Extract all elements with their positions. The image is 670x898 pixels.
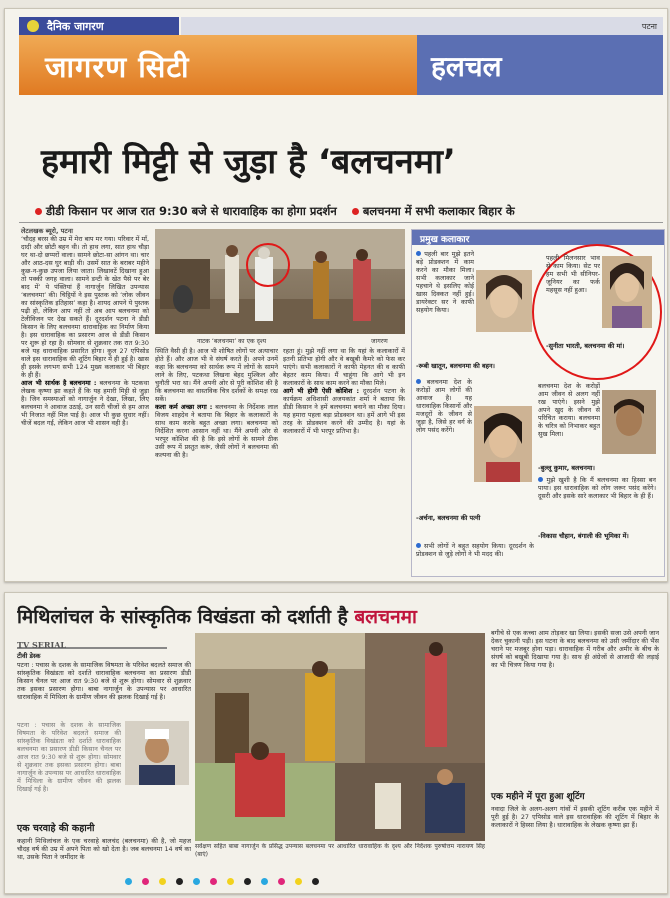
yellow-mark (295, 878, 302, 885)
intro-2: पटना : पचास के दशक के सामाजिक विषमता के परिवेश बदलते समाज की सांस्कृतिक विखंडता को दर्शाते धारावाहिक बलचनमा का प्रसारण डीडी किसान चैनल पर आज रात 9:30 बजे से शुरू होगा। सोमवार से शुक्रवार तक इसका प्रसारण होगा। बाबा नागार्जुन के उपन्यास पर आधारित धारावाहिक में मिथिला के ग्रामीण जीवन की झलक दिखाई गई है। (17, 661, 191, 701)
magenta-mark (210, 878, 217, 885)
article-column-3 (283, 347, 405, 575)
serial-photo-collage (195, 633, 485, 841)
sidebar-header (412, 230, 664, 245)
scene-photo-illustration (155, 229, 405, 334)
masthead-paper-tab (19, 17, 179, 35)
black-mark (312, 878, 319, 885)
cyan-mark (125, 878, 132, 885)
portrait (476, 270, 532, 332)
masthead-city-band (19, 35, 417, 95)
sidebar-item-3-text: बलचनमा देश के करोड़ों आम लोगों की आवाज है। यह धारावाहिक किसानों और मजदूरों के जीवन से जुड़ा है, जिसे हर वर्ग के लोग पसंद करेंगे। (416, 378, 472, 434)
city-title: जागरण सिटी (45, 50, 190, 84)
sidebar-item-1 (416, 250, 474, 360)
col1-intro: ‘चौदह बरस की उम्र में मेरा बाप मर गया। परिवार में माँ, दादी और छोटी बहन थी। तो हाथ लगा, सात हाथ चौड़ा घर था-दो छप्परों वाला। सामने छोटा-सा आंगन था। चार और आठ-दस घुर बाड़ी थी। उसमें सात के बराबर महीने कुछ-न-कुछ उपजा लिया जाता। लिखावटें दिखाना हुआ तो पक्की जगह वाला। सामने डन्टी के खेत पैसे पर बेर बाद में’ ये पंक्तियां हैं नागार्जुन लिखित उपन्यास ‘बलचनमा’ की। चिट्ठियों ने इस पुस्तक को ‘लोक जीवन का सांस्कृतिक इतिहास’ कहा है। शायद आपने ये पुस्तक पढ़ी हो, लेकिन आप नहीं तो अब आप बलचनमा को टेलीविजन पर देख सकते हैं। दूरदर्शन पटना ने डीडी किसान के लिए बलचनमा धारावाहिक का निर्माण किया है। इस धारावाहिक का प्रसारण आज से डीडी किसान पर शुरू हो रहा है। सोमवार से शुक्रवार तक रात 9:30 बजे यह धारावाहिक प्रसारित होगा। कुल 27 एपिसोड वाले इस धारावाहिक की शूटिंग बिहार में ही हुई है। खास ही इसके लगभग सभी 124 मुख्य कलाकार भी बिहार के ही हैं। (21, 235, 149, 379)
sidebar-item-5 (538, 476, 656, 528)
intro-2-fill (17, 721, 121, 813)
sidebar-item-1-sig: -रूबी खातून, बलचनमा की बहन। (416, 362, 495, 370)
subhead-2: एक चरवाहे की कहानी (17, 823, 95, 834)
right-subhead-2: एक महीने में पूरा हुआ शूटिंग (491, 792, 585, 802)
sidebar-item-2-sig: -सुनीता भारती, बलचनमा की मां। (546, 342, 625, 350)
sidebar-item-5-sig: -विकास चौहान, बंगाली की भूमिका में। (538, 532, 629, 540)
director-photo (125, 721, 189, 785)
main-headline: हमारी मिट्टी से जुड़ा है ‘बलचनमा’ (41, 142, 456, 182)
col3-subhead: आगे भी होगी ऐसी कोशिश : (283, 387, 360, 395)
headline-2-highlight: बलचनमा (354, 606, 417, 628)
col2-body2: बलचनमा के निर्देशक लाल विजय शाहदेव ने बताया कि बिहार के कलाकारों के साथ काम करके बहुत अच्छा लगा। बलचनमा को निर्देशित करना आसान नहीं था। मैंने अपनी ओर से भरपूर कोशिश की है कि इसे लोगों के सामने ठीक उसी रूप में प्रस्तुत करूं, जैसी लोगों ने बलचनमा की कल्पना की है। (155, 403, 278, 459)
masthead-topbar (181, 17, 663, 35)
tv-serial-badge (17, 633, 167, 649)
clipping-top (4, 8, 668, 582)
actor-photo-2 (602, 256, 652, 328)
portrait (125, 721, 189, 785)
bullet-icon (416, 379, 421, 384)
section-title: हलचल (431, 50, 502, 83)
bullet-icon (416, 251, 421, 256)
byline: लेटलखक ब्यूरो, पटना (21, 227, 73, 235)
print-color-bar (125, 877, 585, 885)
col2-body1: स्थिति वैसी ही है। आज भी शोषित लोगों पर अत्याचार होते हैं। और आज भी वे संघर्ष करते हैं। अपने उनमें कहा कि बलचनमा को सार्थक रूप में लोगों के सामने लाने के लिए, पटकथा लिखना बेहद मुश्किल और चुनौती भरा था। मैंने अपनी ओर से पूरी कोशिश की है कि बलचनमा का वास्तविक चित्र दर्शकों के समक्ष रख सकें। (155, 347, 278, 403)
cyan-mark (193, 878, 200, 885)
sidebar-item-3 (416, 378, 472, 512)
sidebar-item-6 (416, 542, 534, 572)
article-column-1 (21, 235, 149, 575)
location-label: पटना (641, 22, 657, 31)
tv-serial-label: TV SERIAL (17, 640, 67, 650)
yellow-mark (227, 878, 234, 885)
cyan-mark (261, 878, 268, 885)
photo-caption-2: सर्वेक्षण सहित बाबा नागार्जुन के प्रसिद्ध उपन्यास बलचनमा पर आधारित धारावाहिक के दृश्य और निर्देशक पुरुषोत्तम नारायण सिंह (बाएं) (195, 843, 485, 858)
col2-subhead: कला कर्म अच्छा लगा : (155, 403, 213, 411)
sidebar-item-4-text: बलचनमा देश के करोड़ों आम जीवन से अलग नहीं रख पाएंगे। इसने मुझे अपने खुद के जीवन से परिचित कराया। बलचनमा के चरित्र को निभाकर बहुत सुख मिला। (538, 382, 600, 438)
photo-caption-left: नाटक ‘बलचनमा’ का एक दृश्य (197, 338, 267, 345)
serial-scenes (195, 633, 485, 841)
sidebar-box (411, 229, 665, 577)
intro-2-continued: पटना : पचास के दशक के सामाजिक विषमता के परिवेश बदलते समाज की सांस्कृतिक विखंडता को दर्शाते धारावाहिक बलचनमा का प्रसारण डीडी किसान चैनल पर आज रात 9:30 बजे से शुरू होगा। सोमवार से शुक्रवार तक इसका प्रसारण होगा। बाबा नागार्जुन के उपन्यास पर आधारित धारावाहिक में मिथिला के ग्रामीण जीवन की झलक दिखाई गई है। (17, 721, 121, 793)
byline-2: टीवी डेस्क (17, 652, 41, 660)
sidebar-item-4-sig: -बुल्लू कुमार, बलचनमा। (538, 464, 595, 472)
portrait (602, 390, 656, 454)
magenta-mark (278, 878, 285, 885)
col1-subhead: आज भी सार्थक है बलचनमा : (21, 379, 97, 387)
sidebar-item-1-text: पहली बार मुझे इतने बड़े प्रोडक्शन में काम करने का मौका मिला। सभी कलाकार जाने पहचाने थे इसलिए कोई खास दिक्कत नहीं हुई। डायरेक्टर सर ने काफी सहयोग किया। (416, 250, 474, 314)
black-mark (244, 878, 251, 885)
paper-logo-icon (27, 20, 39, 32)
scene-photo (155, 229, 405, 334)
black-mark (176, 878, 183, 885)
masthead-section-band (417, 35, 663, 95)
bullet-icon (35, 208, 42, 215)
right-col-2b: नवादा जिले के अलग-अलग गांवों में इसकी शूटिंग करीब एक महीने में पूरी हुई है। 27 एपिसोड वाले इस धारावाहिक की शूटिंग में बिहार के कलाकारों ने हिस्सा लिया है। धारावाहिक के लेखक कृष्णा झा हैं। (491, 805, 659, 829)
bullet-icon (538, 477, 543, 482)
actor-photo-4 (602, 390, 656, 454)
headline-2-prefix: मिथिलांचल के सांस्कृतिक विखंडता को दर्शाती है (17, 606, 355, 628)
sidebar-item-5-text: मुझे खुशी है कि मैं बलचनमा का हिस्सा बन पाया। इस धारावाहिक को लोग जरूर पसंद करेंगे। दूसरी और इसके सारे कलाकार भी बिहार के ही हैं। (538, 476, 656, 500)
actor-photo-1 (476, 270, 532, 332)
magenta-mark (142, 878, 149, 885)
bullet-icon (352, 208, 359, 215)
story-2: कहानी मिथिलांचल के एक चरवाहे बालचंद (बलचनमा) की है, जो महज चौदह वर्ष की उम्र में अपने पिता को खो देता है। जब बलचनमा 14 वर्ष का था, उसके पिता ने जमींदार के (17, 837, 191, 861)
bullet-icon (416, 543, 421, 548)
sidebar-title: प्रमुख कलाकार (420, 235, 470, 245)
portrait (474, 406, 532, 482)
subhead-row (35, 200, 665, 220)
sidebar-item-2-text: पहली मिलनसार भाव से काम किया। सेट पर हम सभी भी सीनियर-जूनियर का फर्क महसूस नहीं हुआ। (546, 254, 600, 294)
subhead-1: डीडी किसान पर आज रात 9:30 बजे से धारावाहिक का होगा प्रदर्शन (46, 204, 337, 218)
col1-body: बलचनमा के पटकथा लेखक कृष्णा झा कहते हैं कि यह हमारी मिट्टी से जुड़ा है। जिन समस्याओं को नागार्जुन ने देखा, लिखा, लिए बलचनमा ने आवाज उठाई, उन सारी चीजों से हम आज भी निजात नहीं मिल पाई है। आज भी कुछ सुधार नहीं। चीजें बदल गईं, लेकिन आज भी शासन वही है। (21, 379, 149, 427)
headline-2 (17, 603, 493, 629)
col3-body2: दूरदर्शन पटना के कार्यक्रम अधिशासी अजयकांत शर्मा ने बताया कि डीडी किसान ने हमें बलचनमा बनाने का मौका दिया। यह हमारा पहला बड़ा प्रोडक्शन था। हमें आगे भी इस तरह के प्रोडक्शन करने की उम्मीद है। यहां के कलाकारों में भी भरपूर प्रतिभा है। (283, 387, 405, 435)
col3-body1: रहता हूं। मुझे नहीं लगा था कि यहां के कलाकारों में इतनी प्रतिभा होगी और वे बखूबी कैमरे को फेस कर पाएंगे। सभी कलाकारों ने काफी मेहनत की व काफी बेहतर काम किया। मैं चाहूंगा कि आगे भी इन कलाकारों के साथ काम करने का मौका मिले। (283, 347, 405, 387)
rule (19, 222, 663, 223)
photo-caption-right: जागरण (371, 338, 388, 345)
sidebar-item-6-text: सभी लोगों ने बहुत सहयोग किया। दूरदर्शन के प्रोडक्शन से जुड़े लोगों ने भी मदद की। (416, 542, 534, 558)
actor-photo-3 (474, 406, 532, 482)
right-col-2: बगीचे से एक कच्चा आम तोड़कर खा लिया। इसकी सजा उसे अपनी जान देकर चुकानी पड़ी। इस घटना के बाद बलचनमा को उसी जमींदार की भैंस चराने पर मजबूर होना पड़ा। धारावाहिक में गरीब और अमीर के बीच के संघर्ष को बखूबी दिखाया गया है। साथ ही अंग्रेजों से आजादी की लड़ाई का भी चित्रण किया गया है। (491, 629, 659, 669)
sidebar-item-3-sig: -अर्चना, बलचनमा की पत्नी (416, 514, 481, 522)
paper-name: दैनिक जागरण (47, 20, 104, 33)
yellow-mark (159, 878, 166, 885)
article-column-2 (155, 347, 278, 575)
clipping-bottom (4, 592, 668, 894)
subhead-2: बलचनमा में सभी कलाकार बिहार के (362, 204, 515, 218)
portrait (602, 256, 652, 328)
